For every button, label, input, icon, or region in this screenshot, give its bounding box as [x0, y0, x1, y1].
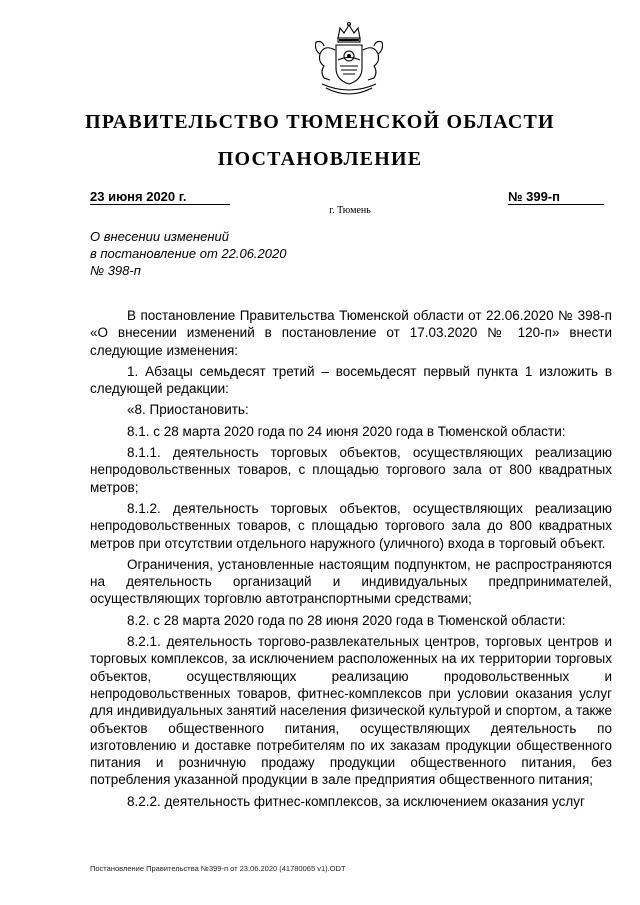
- document-type: ПОСТАНОВЛЕНИЕ: [217, 148, 423, 170]
- body-paragraph: В постановление Правительства Тюменской области от 22.06.2020 № 398-п «О внесении изменений в постановление от 17.03.2020 № 120-п» внести следующие изменения:: [90, 308, 612, 358]
- document-number: № 399-п: [508, 189, 604, 205]
- subject-line: № 398-п: [90, 263, 141, 278]
- body-paragraph: 8.2.1. деятельность торгово-развлекательных центров, торговых центров и торговых комплексов, за исключением расположенных на их территории торговых объектов, осуществляющих реализацию продовольственных и непродовольственных товаров, фитнес-комплексов при условии оказания услуг для индивидуальных занятий населения физической культурой и спортом, а также объектов общественного питания, осуществляющих деятельность по изготовлению и доставке потребителям по их заказам продукции общественного питания и розничную продажу продукции общественного питания, без потребления указанной продукции в зале предприятия общественного питания;: [90, 634, 612, 788]
- body-paragraph: 8.1.1. деятельность торговых объектов, осуществляющих реализацию непродовольственных товаров, с площадью торгового зала от 800 квадратных метров;: [90, 445, 612, 495]
- document-subject: [90, 228, 370, 279]
- document-footer: Постановление Правительства №399-п от 23.06.2020 (41780065 v1).ODT: [90, 864, 346, 873]
- tyumen-coat-of-arms-icon: [310, 20, 388, 102]
- body-paragraph: 8.1. с 28 марта 2020 года по 24 июня 2020 года в Тюменской области:: [127, 423, 566, 439]
- body-paragraph: 8.2. с 28 марта 2020 года по 28 июня 2020 года в Тюменской области:: [127, 612, 566, 628]
- body-paragraph: «8. Приостановить:: [127, 402, 249, 418]
- document-body: [90, 307, 612, 814]
- body-paragraph: 8.1.2. деятельность торговых объектов, осуществляющих реализацию непродовольственных товаров, с площадью торгового зала до 800 квадратных метров при отсутствии отдельного наружного (уличного) входа в торговый объект.: [90, 500, 612, 551]
- body-paragraph: 8.2.2. деятельность фитнес-комплексов, за исключением оказания услуг: [127, 793, 585, 809]
- government-title: ПРАВИТЕЛЬСТВО ТЮМЕНСКОЙ ОБЛАСТИ: [85, 111, 555, 133]
- subject-line: О внесении изменений: [90, 229, 229, 244]
- document-date: 23 июня 2020 г.: [90, 189, 230, 205]
- body-paragraph: 1. Абзацы семьдесят третий – восемьдесят первый пункта 1 изложить в следующей редакции:: [90, 363, 612, 397]
- body-paragraph: Ограничения, установленные настоящим подпунктом, не распространяются на деятельность организаций и индивидуальных предпринимателей, осуществляющих торговлю автотранспортными средствами;: [90, 556, 612, 607]
- subject-line: в постановление от 22.06.2020: [90, 246, 287, 261]
- document-city: г. Тюмень: [329, 205, 371, 216]
